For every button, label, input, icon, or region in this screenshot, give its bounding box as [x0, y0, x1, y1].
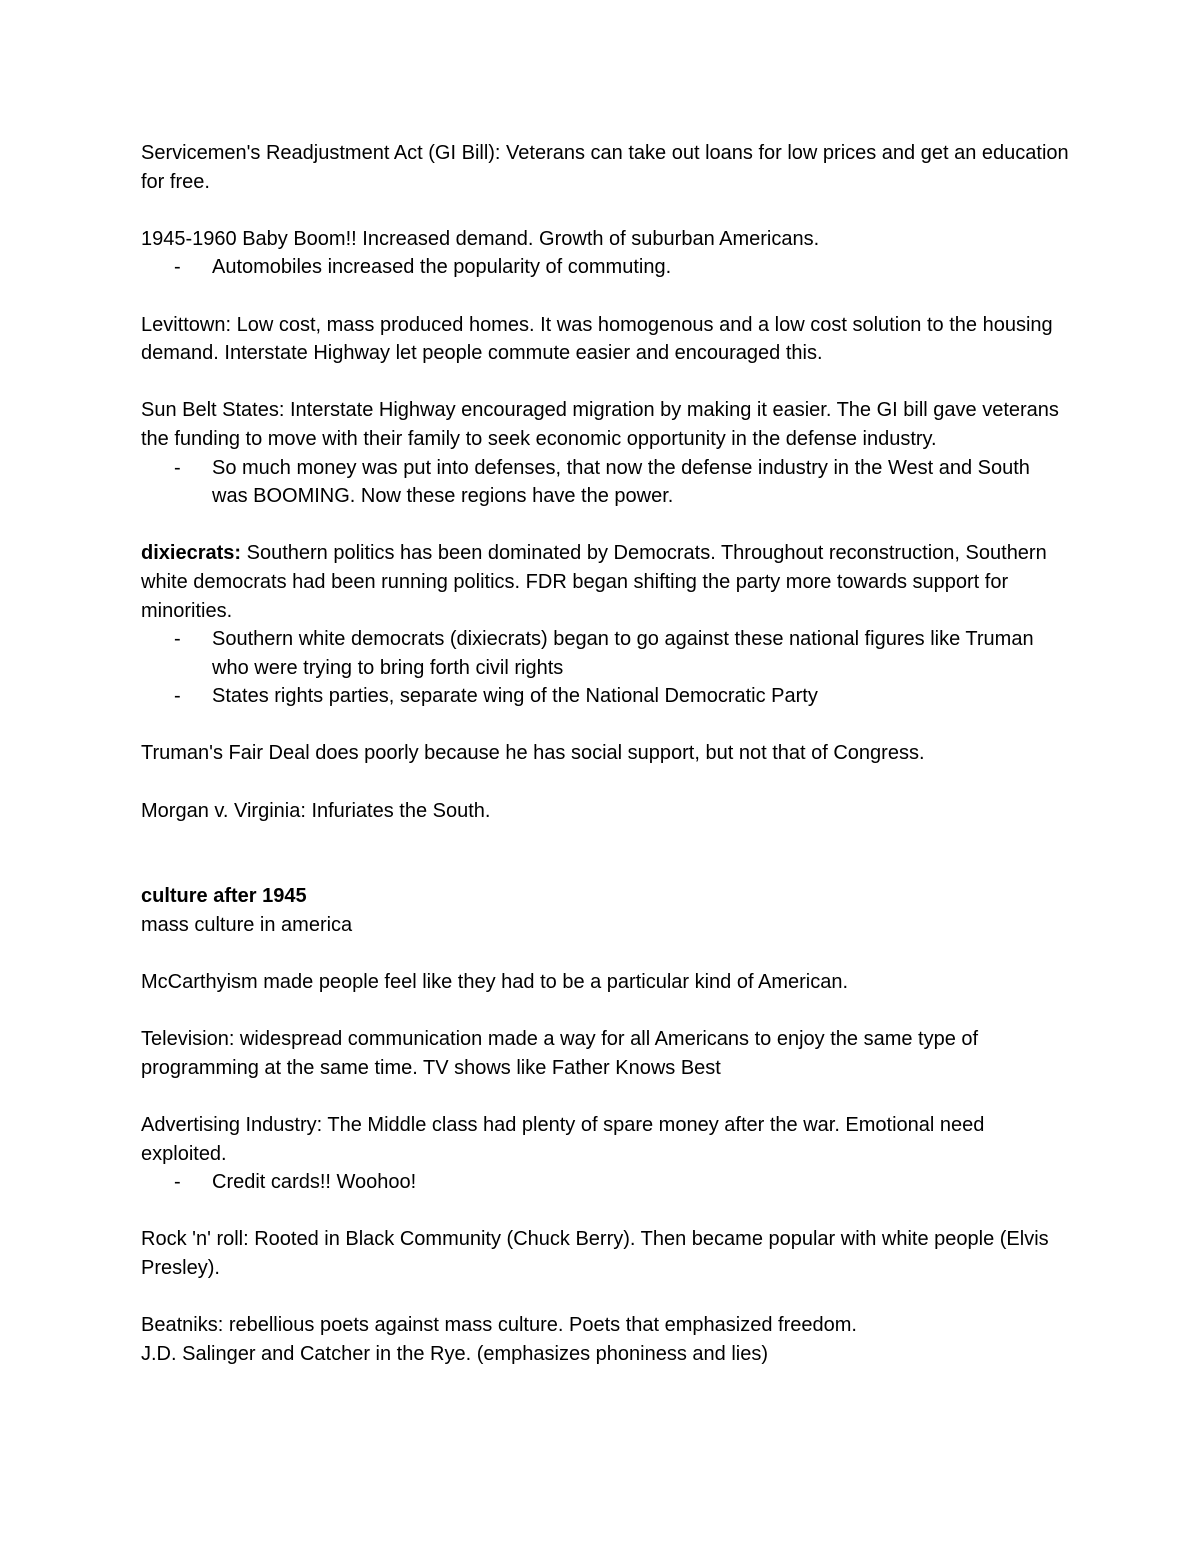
- bullet-text: Southern white democrats (dixiecrats) began to go against these national figures like Truman who were trying to bring forth civil rights: [212, 628, 1034, 679]
- paragraph-group-baby-boom: [141, 225, 1071, 282]
- section-subheading-culture: mass culture in america: [141, 913, 353, 936]
- paragraph-dixiecrats: [141, 539, 1071, 625]
- bullet-item: [141, 253, 1071, 282]
- bullet-dash: -: [174, 256, 181, 279]
- paragraph-group-dixiecrats: [141, 539, 1071, 711]
- bullet-dash: -: [174, 1171, 181, 1194]
- paragraph-morgan-v-virginia: Morgan v. Virginia: Infuriates the South.: [141, 799, 491, 822]
- bullet-dash: -: [174, 685, 181, 708]
- section-heading-culture: culture after 1945: [141, 885, 307, 908]
- paragraph-group-advertising: [141, 1111, 1071, 1197]
- bullet-text: States rights parties, separate wing of the National Democratic Party: [212, 685, 818, 708]
- paragraph-group-sun-belt: [141, 396, 1071, 510]
- bullet-item: [141, 682, 1071, 711]
- bullet-text: So much money was put into defenses, that now the defense industry in the West and South was BOOMING. Now these regions have the power.: [212, 456, 1030, 508]
- paragraph-advertising: Advertising Industry: The Middle class had plenty of spare money after the war. Emotional need exploited.: [141, 1114, 985, 1165]
- bullet-text: Automobiles increased the popularity of commuting.: [212, 256, 672, 279]
- paragraph-levittown: Levittown: Low cost, mass produced homes. It was homogenous and a low cost solution to the housing demand. Interstate Highway let people commute easier and encouraged this.: [141, 313, 1053, 365]
- bullet-dash: -: [174, 628, 181, 651]
- paragraph-mccarthyism: McCarthyism made people feel like they had to be a particular kind of American.: [141, 971, 849, 994]
- paragraph-beatniks: Beatniks: rebellious poets against mass culture. Poets that emphasized freedom.: [141, 1314, 857, 1337]
- paragraph-rock-n-roll: Rock 'n' roll: Rooted in Black Community (Chuck Berry). Then became popular with white people (Elvis Presley).: [141, 1228, 1049, 1279]
- bullet-item: [141, 454, 1071, 511]
- document-page: [141, 139, 1071, 1368]
- dixiecrats-term: dixiecrats:: [141, 542, 242, 565]
- bullet-item: [141, 1168, 1071, 1197]
- bullet-dash: -: [174, 456, 181, 479]
- paragraph-television: Television: widespread communication made a way for all Americans to enjoy the same type of programming at the same time. TV shows like Father Knows Best: [141, 1028, 979, 1079]
- section-spacer: [141, 825, 1071, 882]
- paragraph-salinger: J.D. Salinger and Catcher in the Rye. (emphasizes phoniness and lies): [141, 1342, 768, 1365]
- paragraph-fair-deal: Truman's Fair Deal does poorly because he has social support, but not that of Congress.: [141, 742, 925, 765]
- dixiecrats-text: Southern politics has been dominated by Democrats. Throughout reconstruction, Southern white democrats had been running politics. FDR began shifting the party more towards support for minorities.: [141, 542, 1047, 622]
- paragraph-gi-bill: Servicemen's Readjustment Act (GI Bill): Veterans can take out loans for low prices and get an education for free.: [141, 142, 1069, 193]
- paragraph-baby-boom: 1945-1960 Baby Boom!! Increased demand. Growth of suburban Americans.: [141, 227, 820, 250]
- bullet-item: [141, 625, 1071, 682]
- paragraph-sun-belt: Sun Belt States: Interstate Highway encouraged migration by making it easier. The GI bill gave veterans the funding to move with their family to seek economic opportunity in the defense industry.: [141, 399, 1059, 450]
- bullet-text: Credit cards!! Woohoo!: [212, 1171, 417, 1194]
